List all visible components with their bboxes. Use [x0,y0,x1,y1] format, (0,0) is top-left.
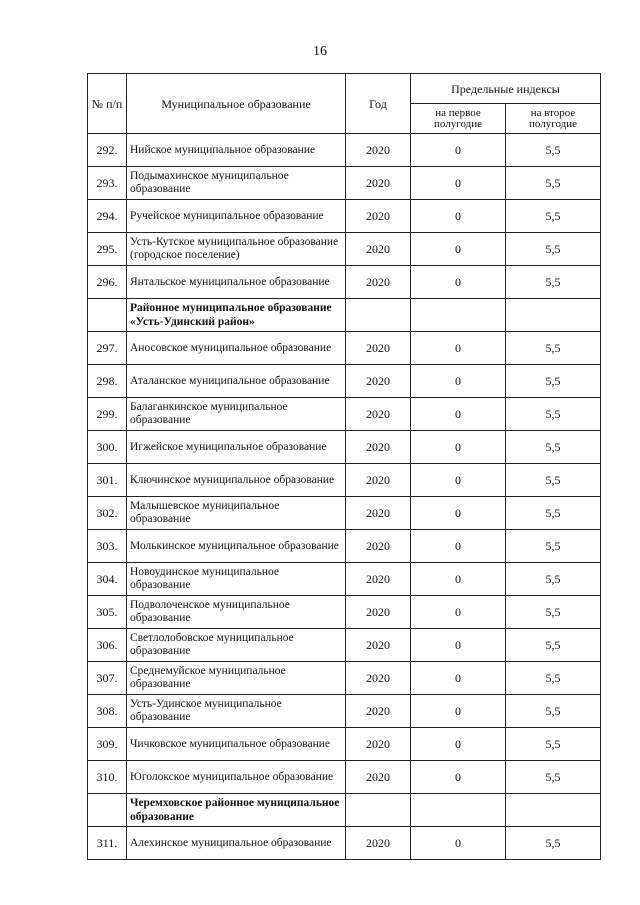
table-row [88,761,601,794]
cell-year [346,794,411,827]
cell-first-half: 0 [411,827,506,860]
cell-first-half: 0 [411,761,506,794]
cell-first-half: 0 [411,464,506,497]
cell-second-half: 5,5 [506,134,601,167]
cell-number: 296. [88,266,127,299]
table-row [88,827,601,860]
table-row [88,530,601,563]
cell-second-half: 5,5 [506,530,601,563]
cell-municipality: Новоудинское муниципальное образование [127,563,346,596]
cell-second-half: 5,5 [506,662,601,695]
cell-number: 306. [88,629,127,662]
cell-municipality: Усть-Кутское муниципальное образование (городское поселение) [127,233,346,266]
cell-year: 2020 [346,530,411,563]
cell-second-half: 5,5 [506,728,601,761]
cell-municipality: Чичковское муниципальное образование [127,728,346,761]
cell-second-half: 5,5 [506,629,601,662]
header-second-half: на второе полугодие [506,104,601,134]
cell-second-half [506,299,601,332]
cell-second-half: 5,5 [506,233,601,266]
cell-year: 2020 [346,596,411,629]
cell-municipality: Ключинское муниципальное образование [127,464,346,497]
cell-number: 297. [88,332,127,365]
page-number: 16 [313,44,327,59]
limit-index-table [87,73,601,860]
cell-year [346,299,411,332]
cell-second-half: 5,5 [506,398,601,431]
table-body [88,134,601,860]
table-row [88,695,601,728]
cell-year: 2020 [346,662,411,695]
cell-number: 302. [88,497,127,530]
cell-number: 299. [88,398,127,431]
cell-municipality: Аносовское муниципальное образование [127,332,346,365]
cell-number: 295. [88,233,127,266]
cell-year: 2020 [346,563,411,596]
table-row [88,662,601,695]
cell-year: 2020 [346,695,411,728]
section-row [88,794,601,827]
cell-first-half: 0 [411,398,506,431]
cell-number: 308. [88,695,127,728]
cell-first-half: 0 [411,695,506,728]
table-row [88,629,601,662]
table-row [88,365,601,398]
cell-second-half: 5,5 [506,827,601,860]
cell-first-half: 0 [411,233,506,266]
cell-number: 294. [88,200,127,233]
cell-municipality: Подволоченское муниципальное образование [127,596,346,629]
cell-second-half: 5,5 [506,200,601,233]
cell-municipality: Светлолобовское муниципальное образование [127,629,346,662]
table-row [88,134,601,167]
cell-first-half [411,794,506,827]
cell-number: 304. [88,563,127,596]
cell-second-half: 5,5 [506,167,601,200]
header-first-half: на первое полугодие [411,104,506,134]
cell-year: 2020 [346,332,411,365]
cell-second-half: 5,5 [506,596,601,629]
cell-number: 305. [88,596,127,629]
header-limit-indices: Предельные индексы [411,74,601,104]
cell-number: 307. [88,662,127,695]
cell-first-half: 0 [411,728,506,761]
cell-first-half: 0 [411,662,506,695]
table-row [88,596,601,629]
cell-municipality: Аталанское муниципальное образование [127,365,346,398]
cell-year: 2020 [346,761,411,794]
cell-number [88,299,127,332]
table-row [88,398,601,431]
cell-second-half: 5,5 [506,365,601,398]
cell-municipality: Молькинское муниципальное образование [127,530,346,563]
cell-year: 2020 [346,629,411,662]
table-row [88,497,601,530]
cell-year: 2020 [346,827,411,860]
cell-year: 2020 [346,728,411,761]
cell-municipality: Юголокское муниципальное образование [127,761,346,794]
cell-first-half: 0 [411,629,506,662]
cell-second-half: 5,5 [506,695,601,728]
cell-municipality: Янтальское муниципальное образование [127,266,346,299]
header-num: № п/п [88,74,127,134]
table-row [88,200,601,233]
cell-number [88,794,127,827]
cell-year: 2020 [346,266,411,299]
cell-second-half: 5,5 [506,332,601,365]
cell-municipality: Подымахинское муниципальное образование [127,167,346,200]
cell-year: 2020 [346,134,411,167]
cell-municipality: Среднемуйское муниципальное образование [127,662,346,695]
cell-first-half: 0 [411,365,506,398]
table-row [88,266,601,299]
cell-municipality: Игжейское муниципальное образование [127,431,346,464]
cell-first-half: 0 [411,200,506,233]
cell-first-half: 0 [411,266,506,299]
cell-second-half: 5,5 [506,497,601,530]
cell-number: 303. [88,530,127,563]
cell-year: 2020 [346,200,411,233]
cell-second-half: 5,5 [506,431,601,464]
cell-second-half: 5,5 [506,563,601,596]
cell-year: 2020 [346,431,411,464]
table-row [88,167,601,200]
table-row [88,431,601,464]
cell-municipality: Алехинское муниципальное образование [127,827,346,860]
cell-first-half: 0 [411,332,506,365]
header-municipality: Муниципальное образование [127,74,346,134]
cell-first-half: 0 [411,167,506,200]
cell-number: 292. [88,134,127,167]
section-row [88,299,601,332]
cell-number: 311. [88,827,127,860]
cell-year: 2020 [346,497,411,530]
table-row [88,233,601,266]
cell-first-half: 0 [411,431,506,464]
cell-first-half [411,299,506,332]
cell-municipality: Усть-Удинское муниципальное образование [127,695,346,728]
table-row [88,332,601,365]
cell-second-half: 5,5 [506,266,601,299]
cell-first-half: 0 [411,497,506,530]
cell-first-half: 0 [411,134,506,167]
cell-second-half: 5,5 [506,464,601,497]
cell-year: 2020 [346,398,411,431]
cell-number: 300. [88,431,127,464]
cell-municipality: Черемховское районное муниципальное образование [127,794,346,827]
cell-first-half: 0 [411,596,506,629]
header-year: Год [346,74,411,134]
cell-number: 301. [88,464,127,497]
cell-number: 309. [88,728,127,761]
cell-first-half: 0 [411,530,506,563]
table-row [88,464,601,497]
cell-municipality: Нийское муниципальное образование [127,134,346,167]
table-row [88,728,601,761]
cell-year: 2020 [346,233,411,266]
cell-municipality: Малышевское муниципальное образование [127,497,346,530]
cell-year: 2020 [346,167,411,200]
cell-second-half: 5,5 [506,761,601,794]
cell-number: 298. [88,365,127,398]
cell-number: 310. [88,761,127,794]
cell-municipality: Балаганкинское муниципальное образование [127,398,346,431]
cell-municipality: Районное муниципальное образование «Усть-Удинский район» [127,299,346,332]
table-row [88,563,601,596]
cell-year: 2020 [346,464,411,497]
cell-first-half: 0 [411,563,506,596]
cell-number: 293. [88,167,127,200]
cell-year: 2020 [346,365,411,398]
cell-second-half [506,794,601,827]
cell-municipality: Ручейское муниципальное образование [127,200,346,233]
